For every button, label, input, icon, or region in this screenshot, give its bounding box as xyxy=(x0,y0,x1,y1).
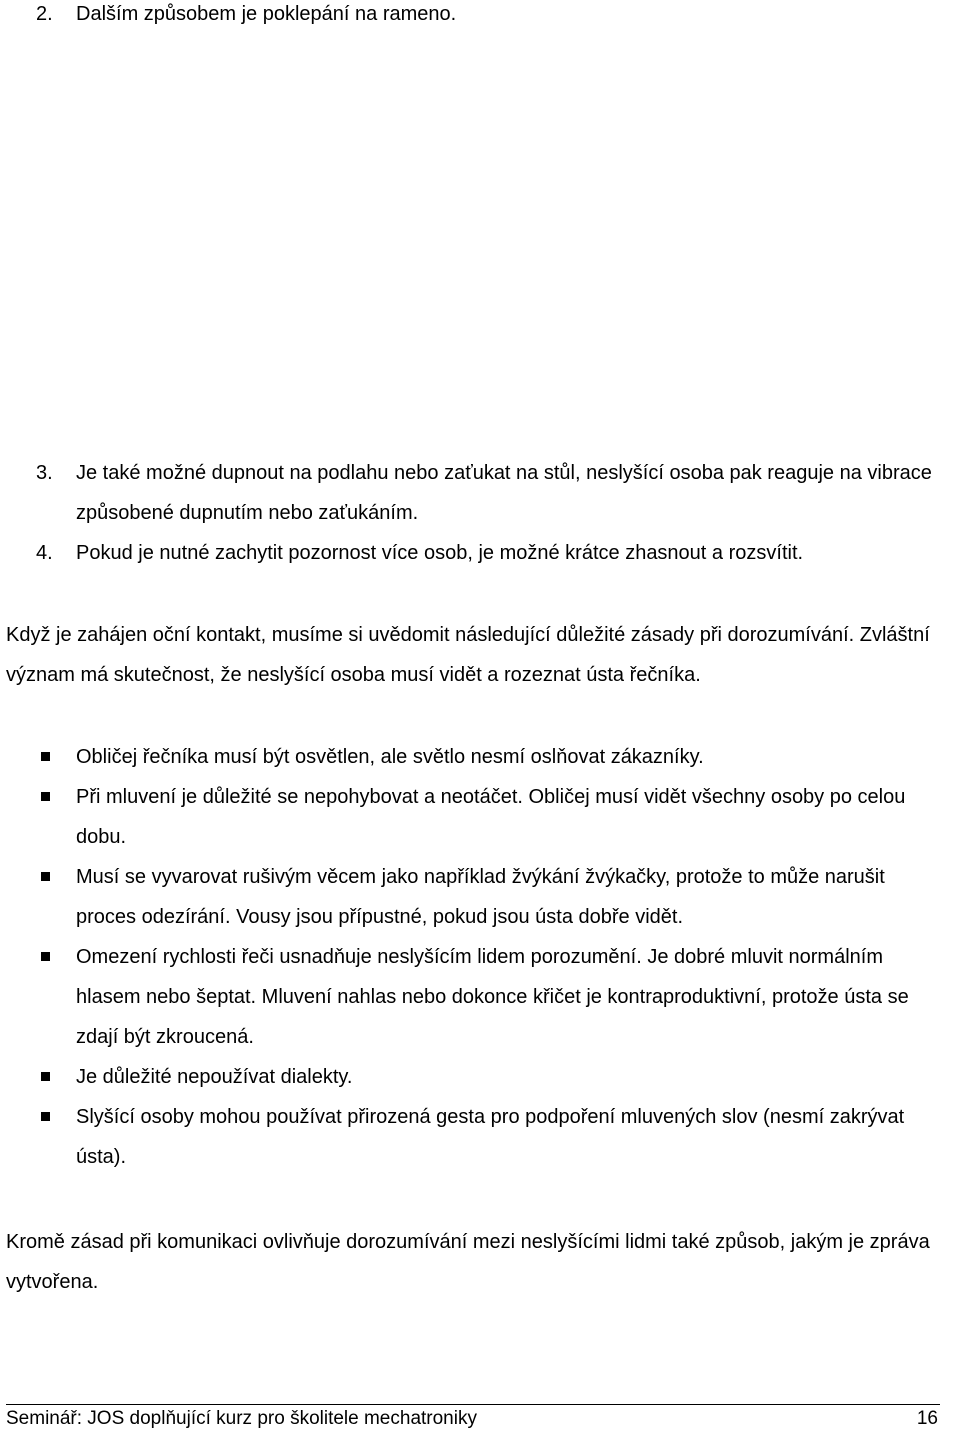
paragraph-closing: Kromě zásad při komunikaci ovlivňuje dorozumívání mezi neslyšícími lidmi také způsob, jakým je zpráva vytvořena. xyxy=(6,1231,930,1293)
square-bullet-icon xyxy=(41,952,50,961)
item-number: 3. xyxy=(36,462,53,484)
numbered-item xyxy=(6,453,946,533)
item-text: Pokud je nutné zachytit pozornost více osob, je možné krátce zhasnout a rozsvítit. xyxy=(76,542,804,564)
bullet-item xyxy=(6,1057,946,1097)
numbered-item xyxy=(6,533,946,573)
square-bullet-icon xyxy=(41,752,50,761)
bullet-text: Je důležité nepoužívat dialekty. xyxy=(76,1066,353,1088)
numbered-item xyxy=(6,0,946,34)
square-bullet-icon xyxy=(41,792,50,801)
square-bullet-icon xyxy=(41,1112,50,1121)
bullet-text: Slyšící osoby mohou používat přirozená gesta pro podpoření mluvených slov (nesmí zakrývat ústa). xyxy=(76,1106,905,1168)
footer-title: Seminář: JOS doplňující kurz pro školitele mechatroniky xyxy=(6,1408,477,1429)
bullet-text: Při mluvení je důležité se nepohybovat a neotáčet. Obličej musí vidět všechny osoby po celou dobu. xyxy=(76,786,906,848)
bullet-item xyxy=(6,1097,946,1177)
bullet-item xyxy=(6,937,946,1057)
bullet-item xyxy=(6,737,946,777)
page-number: 16 xyxy=(916,1408,938,1429)
bullet-text: Musí se vyvarovat rušivým věcem jako například žvýkání žvýkačky, protože to může narušit proces odezírání. Vousy jsou přípustné, pokud jsou ústa dobře vidět. xyxy=(76,866,885,928)
square-bullet-icon xyxy=(41,1072,50,1081)
item-text: Je také možné dupnout na podlahu nebo zaťukat na stůl, neslyšící osoba pak reaguje na vibrace způsobené dupnutím nebo zaťukáním. xyxy=(76,462,932,524)
item-number: 2. xyxy=(36,3,53,25)
bullet-list-principles xyxy=(6,737,946,1177)
square-bullet-icon xyxy=(41,872,50,881)
numbered-list-top xyxy=(6,0,946,34)
item-text: Dalším způsobem je poklepání na rameno. xyxy=(76,3,457,25)
bullet-item xyxy=(6,857,946,937)
numbered-list-middle xyxy=(6,453,946,573)
paragraph-eye-contact: Když je zahájen oční kontakt, musíme si uvědomit následující důležité zásady při dorozumívání. Zvláštní význam má skutečnost, že neslyšící osoba musí vidět a rozeznat ústa řečníka. xyxy=(6,624,930,686)
bullet-text: Obličej řečníka musí být osvětlen, ale světlo nesmí oslňovat zákazníky. xyxy=(76,746,704,768)
page-footer xyxy=(6,1405,940,1433)
bullet-text: Omezení rychlosti řeči usnadňuje neslyšícím lidem porozumění. Je dobré mluvit normálním hlasem nebo šeptat. Mluvení nahlas nebo dokonce křičet je kontraproduktivní, protože ústa se zdají být zkroucená. xyxy=(76,946,909,1048)
item-number: 4. xyxy=(36,542,53,564)
bullet-item xyxy=(6,777,946,857)
